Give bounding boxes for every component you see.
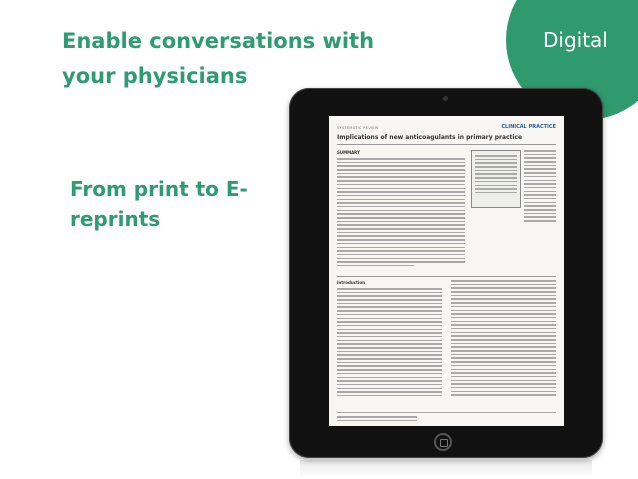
home-button-icon[interactable] (434, 433, 452, 451)
tablet-device-icon (289, 88, 603, 458)
camera-icon (443, 96, 448, 101)
paper-intro-heading: Introduction (337, 280, 365, 285)
paper-footer (337, 412, 556, 413)
digital-badge-label: Digital (543, 28, 608, 52)
paper-section-label: SYSTEMATIC REVIEW (337, 126, 379, 130)
paper-title: Implications of new anticoagulants in primary practice (337, 134, 523, 141)
home-square-glyph (440, 439, 448, 447)
paper-divider (337, 276, 556, 277)
tablet-screen (329, 116, 564, 426)
paper-summary-text (337, 158, 465, 269)
paper-intro-column-right (451, 280, 556, 398)
tablet-reflection (300, 460, 592, 478)
paper-summary-heading: SUMMARY (337, 150, 360, 155)
slide-headline: Enable conversations with your physicians (62, 29, 375, 88)
slide-subheadline: From print to E- reprints (70, 177, 248, 231)
paper-affiliations-text (524, 150, 556, 224)
paper-key-points-box (471, 150, 521, 208)
paper-header (337, 122, 556, 145)
paper-brand: CLINICAL PRACTICE (501, 124, 556, 130)
paper-intro-column-left (337, 288, 442, 399)
